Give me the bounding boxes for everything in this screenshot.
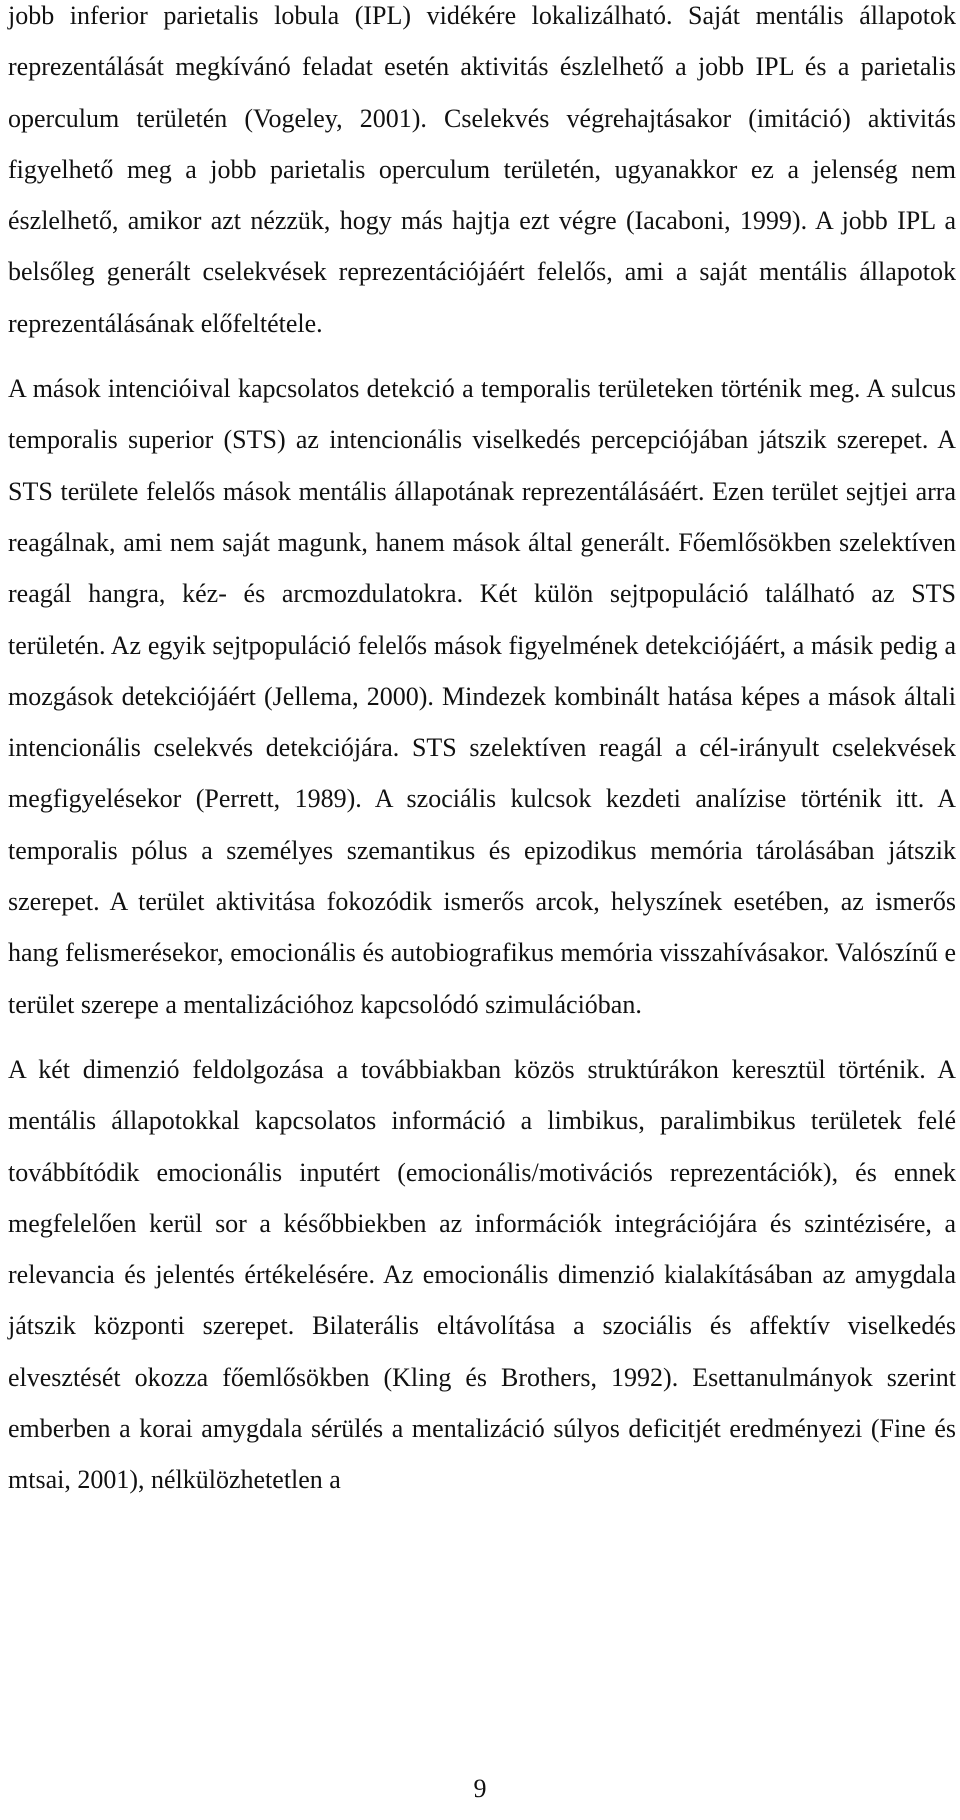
- page-number: 9: [473, 1774, 487, 1803]
- paragraph-parietal: jobb inferior parietalis lobula (IPL) vidékére lokalizálható. Saját mentális állapotok reprezentálását megkívánó feladat esetén aktivitás észlelhető a jobb IPL és a parietalis operculum területén (Vogeley, 2001). Cselekvés végrehajtásakor (imitáció) aktivitás figyelhető meg a jobb parietalis operculum területén, ugyanakkor ez a jelenség nem észlelhető, amikor azt nézzük, hogy más hajtja ezt végre (Iacaboni, 1999). A jobb IPL a belsőleg generált cselekvések reprezentációjáért felelős, ami a saját mentális állapotok reprezentálásának előfeltétele.: [8, 1, 956, 338]
- paragraph-amygdala: A két dimenzió feldolgozása a továbbiakban közös struktúrákon keresztül történik. A mentális állapotokkal kapcsolatos információ a limbikus, paralimbikus területek felé továbbítódik emocionális inputért (emocionális/motivációs reprezentációk), és ennek megfelelően kerül sor a későbbiekben az információk integrációjára és szintézisére, a relevancia és jelentés értékelésére. Az emocionális dimenzió kialakításában az amygdala játszik központi szerepet. Bilaterális eltávolítása a szociális és affektív viselkedés elvesztését okozza főemlősökben (Kling és Brothers, 1992). Esettanulmányok szerint emberben a korai amygdala sérülés a mentalizáció súlyos deficitjét eredményezi (Fine és mtsai, 2001), nélkülözhetetlen a: [8, 1054, 956, 1495]
- body-text: [8, 0, 956, 1506]
- paragraph-temporal: A mások intencióival kapcsolatos detekció a temporalis területeken történik meg. A sulcus temporalis superior (STS) az intencionális viselkedés percepciójában játszik szerepet. A STS területe felelős mások mentális állapotának reprezentálásáért. Ezen terület sejtjei arra reagálnak, ami nem saját magunk, hanem mások által generált. Főemlősökben szelektíven reagál hangra, kéz- és arcmozdulatokra. Két külön sejtpopuláció található az STS területén. Az egyik sejtpopuláció felelős mások figyelmének detekciójáért, a másik pedig a mozgások detekciójáért (Jellema, 2000). Mindezek kombinált hatása képes a mások általi intencionális cselekvés detekciójára. STS szelektíven reagál a cél-irányult cselekvések megfigyelésekor (Perrett, 1989). A szociális kulcsok kezdeti analízise történik itt. A temporalis pólus a személyes szemantikus és epizodikus memória tárolásában játszik szerepet. A terület aktivitása fokozódik ismerős arcok, helyszínek esetében, az ismerős hang felismerésekor, emocionális és autobiografikus memória visszahívásakor. Valószínű e terület szerepe a mentalizációhoz kapcsolódó szimulációban.: [8, 374, 956, 1019]
